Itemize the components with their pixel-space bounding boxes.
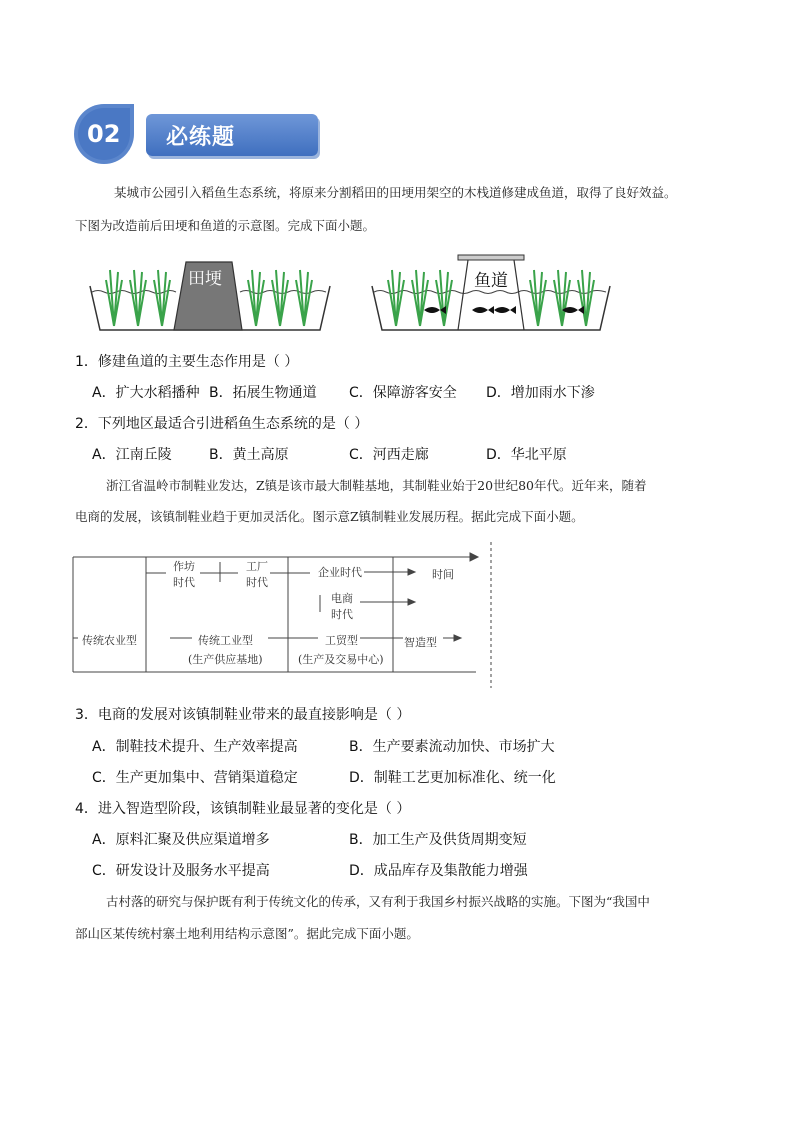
- ridge-label: 田埂: [188, 269, 222, 289]
- type-trade-sub: (生产及交易中心): [298, 653, 384, 666]
- era-workshop-line1: 作坊: [173, 560, 195, 573]
- time-label: 时间: [432, 568, 454, 581]
- q3-option-c[interactable]: C．生产更加集中、营销渠道稳定: [92, 770, 298, 786]
- q4-option-c[interactable]: C．研发设计及服务水平提高: [92, 863, 270, 879]
- q1-option-a[interactable]: A．扩大水稻播种: [92, 385, 200, 401]
- era-factory-line1: 工厂: [246, 560, 268, 573]
- q3-option-d[interactable]: D．制鞋工艺更加标准化、统一化: [349, 770, 556, 786]
- q3-stem: 3．电商的发展对该镇制鞋业带来的最直接影响是（ ）: [75, 707, 411, 723]
- q1-stem: 1．修建鱼道的主要生态作用是（ ）: [75, 354, 299, 370]
- q4-stem: 4．进入智造型阶段，该镇制鞋业最显著的变化是（ ）: [75, 801, 411, 817]
- era-workshop: [173, 558, 195, 590]
- section-title-banner: [146, 114, 318, 156]
- intro2-line1: 浙江省温岭市制鞋业发达，Z镇是该市最大制鞋基地，其制鞋业始于20世纪80年代。近年来，随着: [106, 478, 647, 493]
- section-number: 02: [87, 120, 121, 148]
- intro1-line1: 某城市公园引入稻鱼生态系统，将原来分割稻田的田埂用架空的木栈道修建成鱼道，取得了良好效益。: [114, 185, 677, 200]
- q2-option-b[interactable]: B．黄土高原: [209, 447, 289, 463]
- q4-option-d[interactable]: D．成品库存及集散能力增强: [349, 863, 528, 879]
- type-smart-manufacturing: 智造型: [404, 636, 437, 649]
- shoe-industry-timeline-diagram: [70, 540, 500, 690]
- q1-option-c[interactable]: C．保障游客安全: [349, 385, 457, 401]
- boardwalk: [458, 255, 524, 260]
- q2-stem: 2．下列地区最适合引进稻鱼生态系统的是（ ）: [75, 416, 369, 432]
- rice-field-diagram: [80, 250, 640, 340]
- era-workshop-line2: 时代: [173, 576, 195, 589]
- section-title: 必练题: [166, 125, 236, 150]
- q1-option-d[interactable]: D．增加雨水下渗: [486, 385, 595, 401]
- q3-option-a[interactable]: A．制鞋技术提升、生产效率提高: [92, 739, 298, 755]
- era-factory: [246, 558, 268, 590]
- era-enterprise: 企业时代: [318, 566, 362, 579]
- q2-option-d[interactable]: D．华北平原: [486, 447, 567, 463]
- intro1-line2: 下图为改造前后田埂和鱼道的示意图。完成下面小题。: [75, 218, 376, 233]
- era-factory-line2: 时代: [246, 576, 268, 589]
- era-ecommerce-line2: 时代: [331, 608, 353, 621]
- era-ecommerce: [331, 590, 353, 622]
- type-trade: 工贸型: [325, 634, 358, 647]
- q2-option-c[interactable]: C．河西走廊: [349, 447, 429, 463]
- q1-option-b[interactable]: B．拓展生物通道: [209, 385, 317, 401]
- fishway-label: 鱼道: [474, 271, 508, 291]
- intro3-line1: 古村落的研究与保护既有利于传统文化的传承，又有利于我国乡村振兴战略的实施。下图为“我国中: [106, 894, 650, 909]
- era-ecommerce-line1: 电商: [331, 592, 353, 605]
- intro2-line2: 电商的发展，该镇制鞋业趋于更加灵活化。图示意Z镇制鞋业发展历程。据此完成下面小题。: [75, 509, 584, 524]
- q4-option-b[interactable]: B．加工生产及供货周期变短: [349, 832, 527, 848]
- type-traditional-industry: 传统工业型: [198, 634, 253, 647]
- q3-option-b[interactable]: B．生产要素流动加快、市场扩大: [349, 739, 555, 755]
- type-traditional-industry-sub: (生产供应基地): [188, 653, 263, 666]
- type-traditional-agriculture: 传统农业型: [82, 634, 137, 647]
- q2-option-a[interactable]: A．江南丘陵: [92, 447, 172, 463]
- time-axis-arrow: [470, 553, 478, 561]
- q4-option-a[interactable]: A．原料汇聚及供应渠道增多: [92, 832, 270, 848]
- section-number-badge: [72, 102, 136, 166]
- intro3-line2: 部山区某传统村寨土地利用结构示意图”。据此完成下面小题。: [75, 926, 419, 941]
